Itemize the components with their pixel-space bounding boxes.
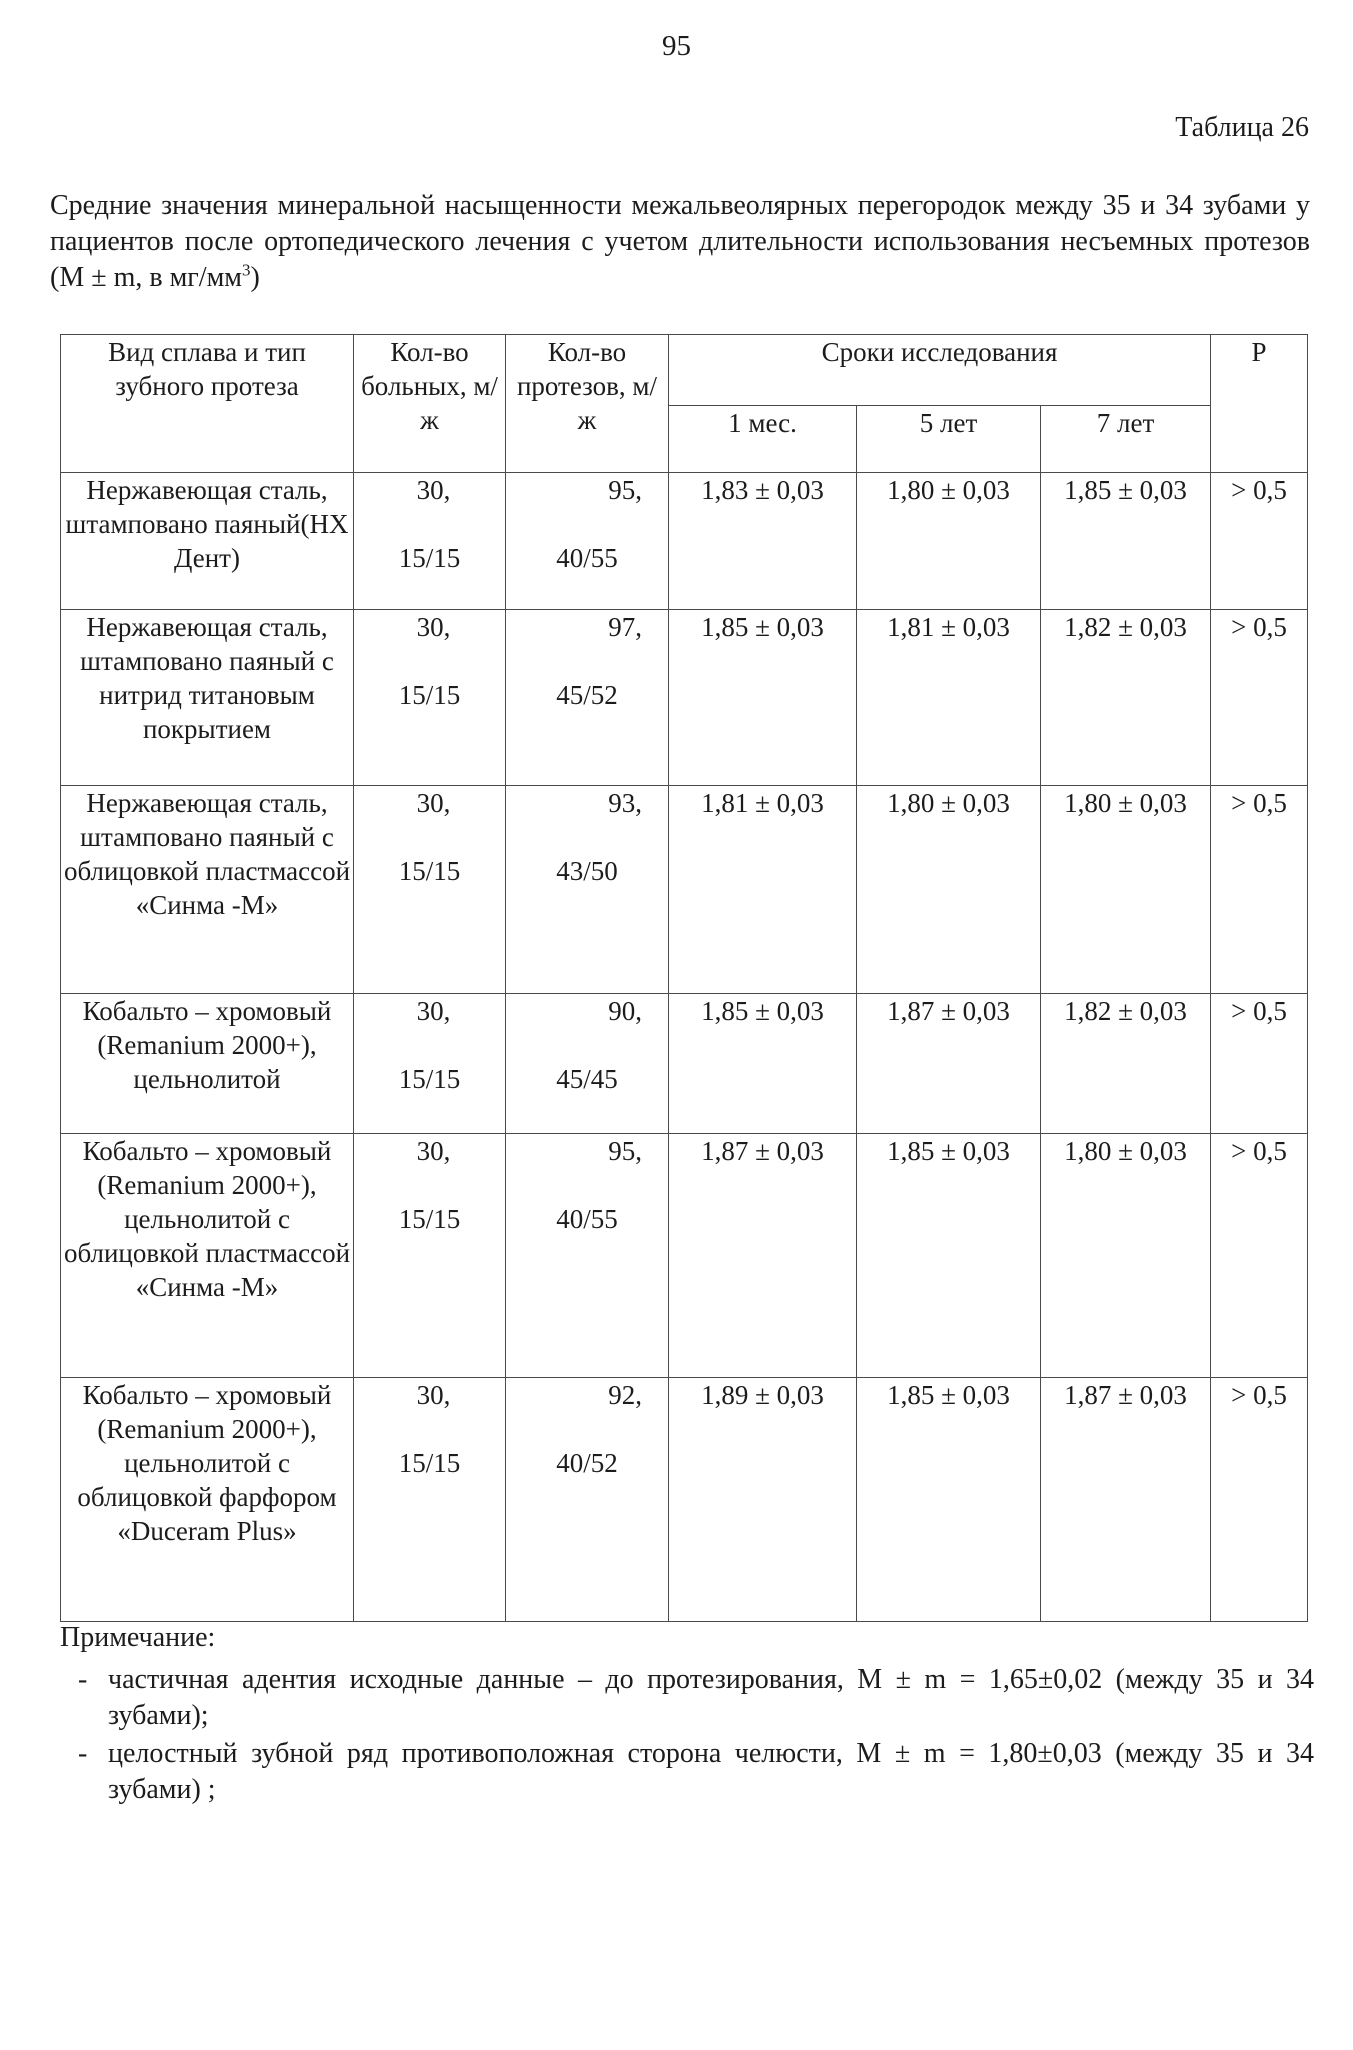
header-prostheses: Кол-во протезов, м/ж: [506, 335, 669, 473]
header-p: Р: [1211, 335, 1308, 473]
prostheses-ratio: 40/55: [556, 543, 618, 573]
cell-alloy: Кобальто – хромовый (Remanium 2000+), цельнолитой с облицовкой пластмассой «Синма -М»: [61, 1134, 354, 1378]
cell-alloy: Нержавеющая сталь, штамповано паяный(НХ Дент): [61, 473, 354, 610]
cell-prostheses: [506, 786, 669, 994]
cell-1-month: 1,81 ± 0,03: [669, 786, 857, 994]
header-1-month: 1 мес.: [669, 406, 857, 473]
note-text: частичная адентия исходные данные – до протезирования, М ± m = 1,65±0,02 (между 35 и 34 зубами);: [108, 1664, 1314, 1731]
caption-superscript: 3: [242, 260, 251, 280]
table-row: [61, 786, 1308, 994]
cell-prostheses: [506, 610, 669, 786]
cell-p: > 0,5: [1211, 610, 1308, 786]
note-title: Примечание:: [60, 1622, 216, 1653]
mineral-saturation-table: [60, 334, 1308, 1622]
cell-alloy: Нержавеющая сталь, штамповано паяный с облицовкой пластмассой «Синма -М»: [61, 786, 354, 994]
page-number: 95: [662, 30, 691, 62]
cell-alloy: Кобальто – хромовый (Remanium 2000+), цельнолитой с облицовкой фарфором «Duceram Plus»: [61, 1378, 354, 1622]
table-row: [61, 994, 1308, 1134]
cell-5-years: 1,80 ± 0,03: [857, 786, 1041, 994]
cell-prostheses: [506, 994, 669, 1134]
header-patients: Кол-во больных, м/ж: [354, 335, 506, 473]
cell-patients: [354, 994, 506, 1134]
cell-p: > 0,5: [1211, 1134, 1308, 1378]
patients-ratio: 15/15: [398, 1204, 461, 1234]
cell-1-month: 1,87 ± 0,03: [669, 1134, 857, 1378]
prostheses-total: 95,: [608, 475, 642, 505]
note-text: целостный зубной ряд противоположная сторона челюсти, М ± m = 1,80±0,03 (между 35 и 34 зубами) ;: [108, 1738, 1314, 1805]
cell-5-years: 1,85 ± 0,03: [857, 1378, 1041, 1622]
cell-7-years: 1,82 ± 0,03: [1041, 994, 1211, 1134]
table-caption: [50, 188, 1310, 296]
cell-5-years: 1,87 ± 0,03: [857, 994, 1041, 1134]
cell-1-month: 1,85 ± 0,03: [669, 994, 857, 1134]
header-5-years: 5 лет: [857, 406, 1041, 473]
table-row: [61, 610, 1308, 786]
prostheses-ratio: 40/52: [556, 1448, 618, 1478]
patients-ratio: 15/15: [398, 680, 461, 710]
patients-ratio: 15/15: [398, 543, 461, 573]
cell-7-years: 1,82 ± 0,03: [1041, 610, 1211, 786]
table-row: [61, 1378, 1308, 1622]
cell-alloy: Кобальто – хромовый (Remanium 2000+), цельнолитой: [61, 994, 354, 1134]
header-study-period: Сроки исследования: [669, 335, 1211, 406]
patients-ratio: 15/15: [398, 856, 461, 886]
cell-1-month: 1,83 ± 0,03: [669, 473, 857, 610]
cell-7-years: 1,80 ± 0,03: [1041, 1134, 1211, 1378]
cell-7-years: 1,85 ± 0,03: [1041, 473, 1211, 610]
header-alloy: Вид сплава и тип зубного протеза: [61, 335, 354, 473]
prostheses-total: 90,: [608, 996, 642, 1026]
cell-p: > 0,5: [1211, 473, 1308, 610]
cell-alloy: Нержавеющая сталь, штамповано паяный с нитрид титановым покрытием: [61, 610, 354, 786]
note-list: [78, 1662, 1314, 1810]
cell-p: > 0,5: [1211, 1378, 1308, 1622]
patients-ratio: 15/15: [398, 1064, 461, 1094]
patients-total: 30,: [416, 475, 451, 505]
bullet-dash: -: [78, 1738, 88, 1769]
patients-total: 30,: [416, 788, 451, 818]
cell-prostheses: [506, 473, 669, 610]
bullet-dash: -: [78, 1664, 88, 1695]
patients-ratio: 15/15: [398, 1448, 461, 1478]
cell-patients: [354, 473, 506, 610]
cell-prostheses: [506, 1378, 669, 1622]
cell-prostheses: [506, 1134, 669, 1378]
prostheses-ratio: 40/55: [556, 1204, 618, 1234]
cell-patients: [354, 786, 506, 994]
cell-5-years: 1,81 ± 0,03: [857, 610, 1041, 786]
cell-5-years: 1,85 ± 0,03: [857, 1134, 1041, 1378]
patients-total: 30,: [416, 996, 451, 1026]
patients-total: 30,: [416, 1380, 451, 1410]
cell-patients: [354, 610, 506, 786]
table-label: Таблица 26: [1175, 112, 1309, 143]
cell-p: > 0,5: [1211, 786, 1308, 994]
cell-patients: [354, 1378, 506, 1622]
prostheses-ratio: 43/50: [556, 856, 618, 886]
caption-closing: ): [250, 262, 260, 293]
table-row: [61, 473, 1308, 610]
cell-patients: [354, 1134, 506, 1378]
prostheses-total: 97,: [608, 612, 642, 642]
cell-1-month: 1,89 ± 0,03: [669, 1378, 857, 1622]
patients-total: 30,: [416, 612, 451, 642]
prostheses-ratio: 45/52: [556, 680, 618, 710]
cell-7-years: 1,87 ± 0,03: [1041, 1378, 1211, 1622]
cell-5-years: 1,80 ± 0,03: [857, 473, 1041, 610]
prostheses-ratio: 45/45: [556, 1064, 618, 1094]
caption-text: Средние значения минеральной насыщенности межальвеолярных перегородок между 35 и 34 зубами у пациентов после ортопедического лечения с учетом длительности использования несъемных протезов (М ± m, в мг/мм: [50, 190, 1310, 293]
note-item: [78, 1736, 1314, 1808]
prostheses-total: 92,: [608, 1380, 642, 1410]
patients-total: 30,: [416, 1136, 451, 1166]
cell-7-years: 1,80 ± 0,03: [1041, 786, 1211, 994]
prostheses-total: 95,: [608, 1136, 642, 1166]
note-item: [78, 1662, 1314, 1734]
table-row: [61, 1134, 1308, 1378]
cell-1-month: 1,85 ± 0,03: [669, 610, 857, 786]
header-7-years: 7 лет: [1041, 406, 1211, 473]
cell-p: > 0,5: [1211, 994, 1308, 1134]
prostheses-total: 93,: [608, 788, 642, 818]
